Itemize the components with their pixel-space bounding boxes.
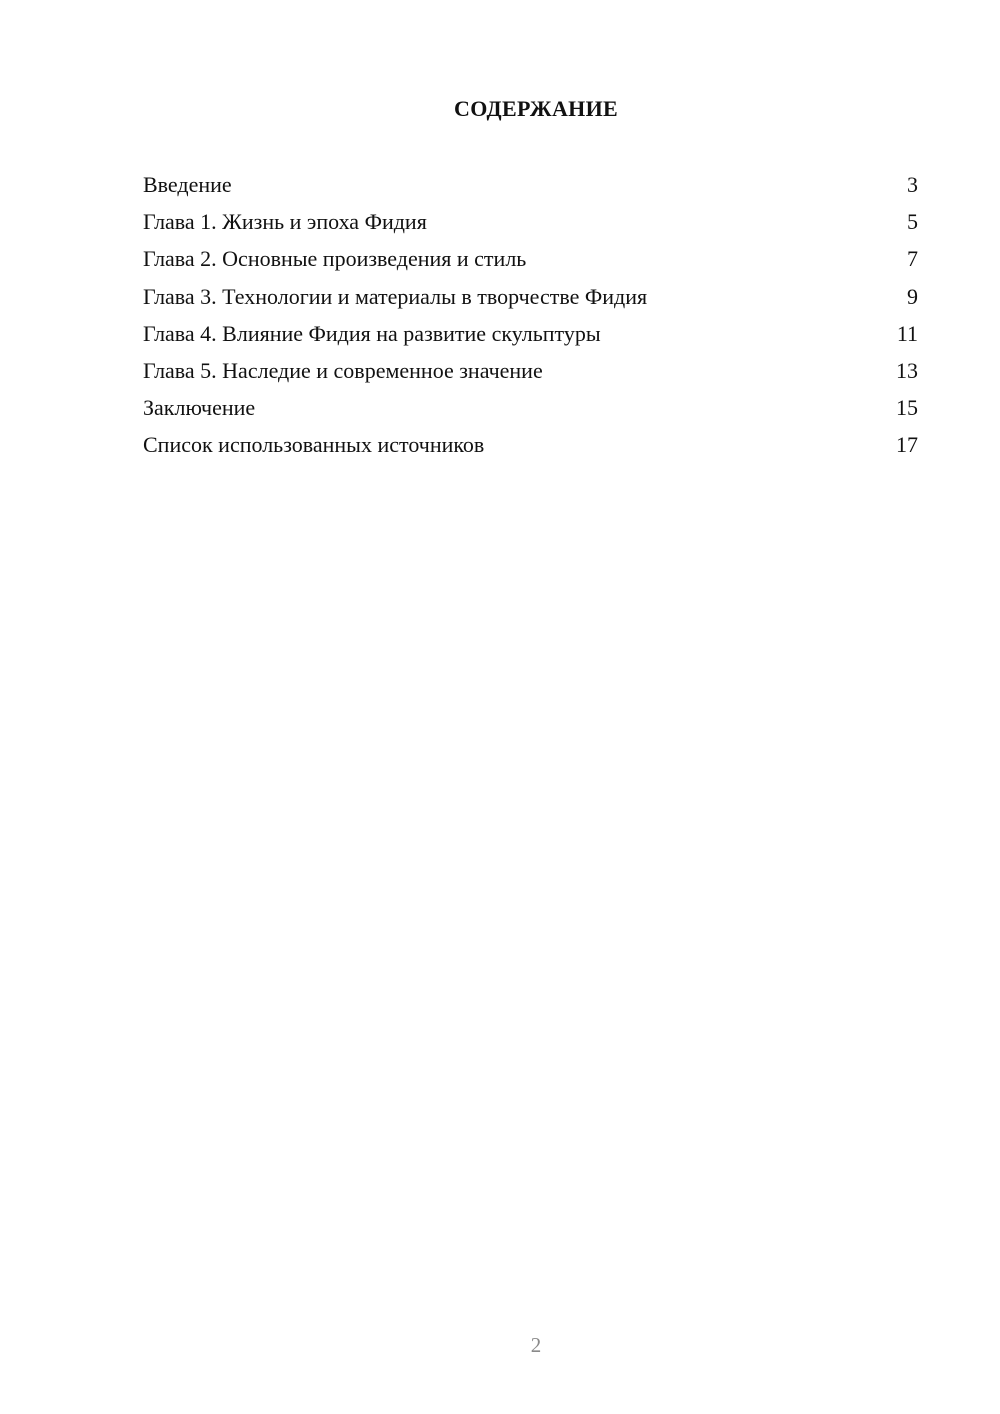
toc-item-page: 3 xyxy=(907,172,918,197)
toc-item-page: 17 xyxy=(896,432,918,458)
toc-item-label: Глава 3. Технологии и материалы в творчестве Фидия xyxy=(143,283,648,309)
toc-item-conclusion xyxy=(143,393,918,430)
page-number: 2 xyxy=(530,1333,542,1357)
toc-item-references xyxy=(143,430,918,467)
toc-item-label: Введение xyxy=(143,172,232,197)
toc-item-chapter-3 xyxy=(143,282,918,319)
toc-item-page: 9 xyxy=(907,283,918,309)
toc-item-label: Глава 2. Основные произведения и стиль xyxy=(143,246,527,272)
toc-item-page: 5 xyxy=(907,209,918,235)
toc-item-introduction xyxy=(143,170,918,207)
toc-item-label: Глава 5. Наследие и современное значение xyxy=(143,357,543,383)
toc-item-page: 13 xyxy=(896,357,918,383)
toc-item-chapter-1 xyxy=(143,207,918,244)
toc-item-chapter-2 xyxy=(143,244,918,281)
toc-item-label: Список использованных источников xyxy=(143,432,485,458)
table-of-contents xyxy=(143,170,918,468)
toc-item-label: Глава 1. Жизнь и эпоха Фидия xyxy=(143,209,427,235)
toc-item-page: 7 xyxy=(907,246,918,272)
toc-item-chapter-5 xyxy=(143,356,918,393)
toc-item-label: Глава 4. Влияние Фидия на развитие скульптуры xyxy=(143,320,601,346)
toc-item-label: Заключение xyxy=(143,395,256,421)
toc-title: СОДЕРЖАНИЕ xyxy=(454,96,618,121)
toc-item-chapter-4 xyxy=(143,319,918,356)
toc-item-page: 15 xyxy=(896,395,918,421)
toc-item-page: 11 xyxy=(896,320,918,346)
